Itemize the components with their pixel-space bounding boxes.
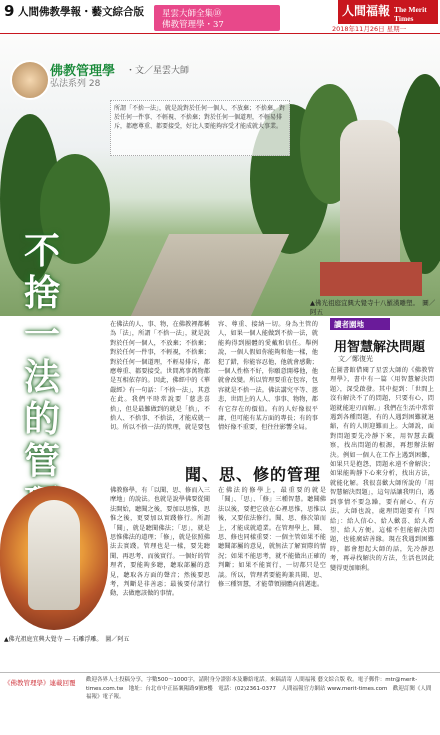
box-article-text: 在圖書館借閱了星雲大師的《佛教管理學》，書中有一篇〈用智慧解決問題〉，深受啟發。其中提到：「世間上沒有解決不了的問題，只要有心，問題就能迎刃而解。」我們在生活中常常遇到各種問題，有的人遇到困難就退縮，有的人則迎難而上。大師說，面對問題要先冷靜下來，用智慧去觀察，找出問題的根源，再想辦法解決。例如一個人在工作上遇到困難，如果只是抱怨，問題永遠不會解決；如果能夠靜下心來分析，找出方法，就能化解。我很喜歡大師所說的「用智慧解決問題」，這句話讓我明白，遇到事情不要急躁，要有耐心、有方法。大師也說，處理問題要有「四給」：給人信心、給人歡喜、給人希望、給人方便。這樣不但能解決問題，也能廣結善緣。現在我遇到困難時，都會想起大師的話，先冷靜思考，再尋找解決的方法，生活也因此變得更加順利。: [330, 367, 434, 572]
section-title: 人間佛教學報・藝文綜合版: [18, 6, 144, 18]
statue-pedestal: [320, 262, 422, 296]
footer-divider: [0, 672, 440, 673]
main-title: 不捨一法的管: [24, 230, 61, 482]
box-label: 讀者園地: [334, 320, 364, 329]
logo-english: The Merit Times: [394, 5, 427, 23]
footer-left: 《佛教管理學》連載回覆: [4, 679, 76, 687]
arhat-statue: [340, 120, 400, 270]
tree-shape: [395, 74, 440, 274]
relief-caption: ▲佛光祖庭宜興大覺寺 — 石雕浮雕。 圖／阿五: [4, 636, 130, 643]
buddha-figure: [28, 500, 80, 610]
series-line1: 星雲大師全集⑩: [162, 9, 222, 19]
issue-date: 2018年11月26日 星期一: [332, 25, 407, 33]
sub-article-text-b: 在佛法的修學上，最重要的就是「聞」、「思」、「修」三種智慧。聽聞佛法以後，要把它放在心裡思惟，思惟以後，又要依法修行。聞、思、修次第而上，才能成就道業。在管理學上，聞、思、修也同樣重要：一個主管如果不能聽聞部屬的意見，就無法了解實際的情況；如果不能思考，就不能做出正確的判斷；如果不能實行，一切都只是空談。所以，管理者要能夠兼具聞、思、修三種智慧，才能帶領團體向前邁進。: [218, 487, 326, 589]
sub-article-text-a: 佛教修學，有「以聞、思、修而入三摩地」的說法。也就是說學佛要從聞法開始，聽聞之後，要加以思惟，思惟之後，更要加以實踐修行。所謂「聞」，就是聽聞佛法；「思」，就是思惟佛法的道理；「修」，就是依照佛法去實踐。管理也是一樣，要先聽聞、再思考、而後實行。一個好的管理者，要能夠多聽，聽取部屬的意見，聽取各方面的聲音；然後要思考，判斷是非善惡；最後要付諸行動，去做應該做的事情。: [110, 487, 210, 598]
column-series: 弘法系列 28: [50, 79, 101, 89]
sub-title: 聞、思、修的管理: [185, 465, 322, 484]
column-name: 佛教管理學: [50, 64, 116, 79]
photo-caption: ▲佛光祖庭宜興大覺寺十八羅漢雕塑。 圖／阿五: [310, 299, 436, 316]
main-article-text: 在佛法的人、事、物，在佛教裡都稱為「法」，所謂「不捨一法」，就是說對於任何一個人，不放棄；不捨棄；對於任何一件事，不輕視，不捨棄；對於任何一個道理，不輕易排斥，都應尊重、都要接受。世間萬事萬物都是互相依存的。因此，佛經中的《華嚴經》有一句話：「不捨一法」，其意在此。我們平時常說要「慈悲喜捨」，但是最難做到的就是「捨」，不捨人、不捨事、不捨法，才能成就一切。所以不捨一法的管理，就是要包容、尊重、接納一切。身為主管的人，如果一個人能做到不捨一法，就能夠得到團體的愛戴和信任。舉例說，一個人假如你能夠和他一樣，他犯了錯，你能容忍他，他就會感動；一個人性格不好，你願意開導他，他就會改變。所以管理要重在包容，包容就是不捨一法。佛法講究平等、慈悲，世間上的人人、事事、物物，都有它存在的價值。有的人好像很平庸，但可能有某方面的專長；有的事情好像不重要，但往往影響全局。: [110, 321, 318, 432]
series-line2: 佛教管理學・37: [162, 20, 224, 30]
logo-text: 人間福報: [342, 4, 391, 18]
footer-info: 歡迎各界人士投稿分享，字數500～1000字，請附身分證影本及聯絡電話。來稿請寄 人間福報 藝文綜合版 收。電子郵件：mtr@merit-times.com.tw 地址：台北市中正區襄陽路9號8樓 電話：(02)2361-0377 人間福報官方網站 www.merit-times.com 歡迎訂閱《人間福報》電子報。: [86, 677, 432, 700]
page-number: 9: [4, 2, 15, 20]
column-author: ・文／星雲大師: [126, 66, 190, 76]
box-title: 用智慧解決問題: [334, 340, 426, 355]
lead-paragraph: 所謂「不捨一法」，就是說對於任何一個人、不放棄；不捨棄，對於任何一件事、不輕視、不捨棄；對於任何一個道理，不輕易排斥，都應尊重、都要接受，好比人要能夠容受才能成就大事業。: [110, 100, 290, 156]
box-author: 文／鄭復光: [338, 355, 373, 363]
author-avatar: [10, 60, 50, 100]
path-shape: [131, 234, 289, 316]
